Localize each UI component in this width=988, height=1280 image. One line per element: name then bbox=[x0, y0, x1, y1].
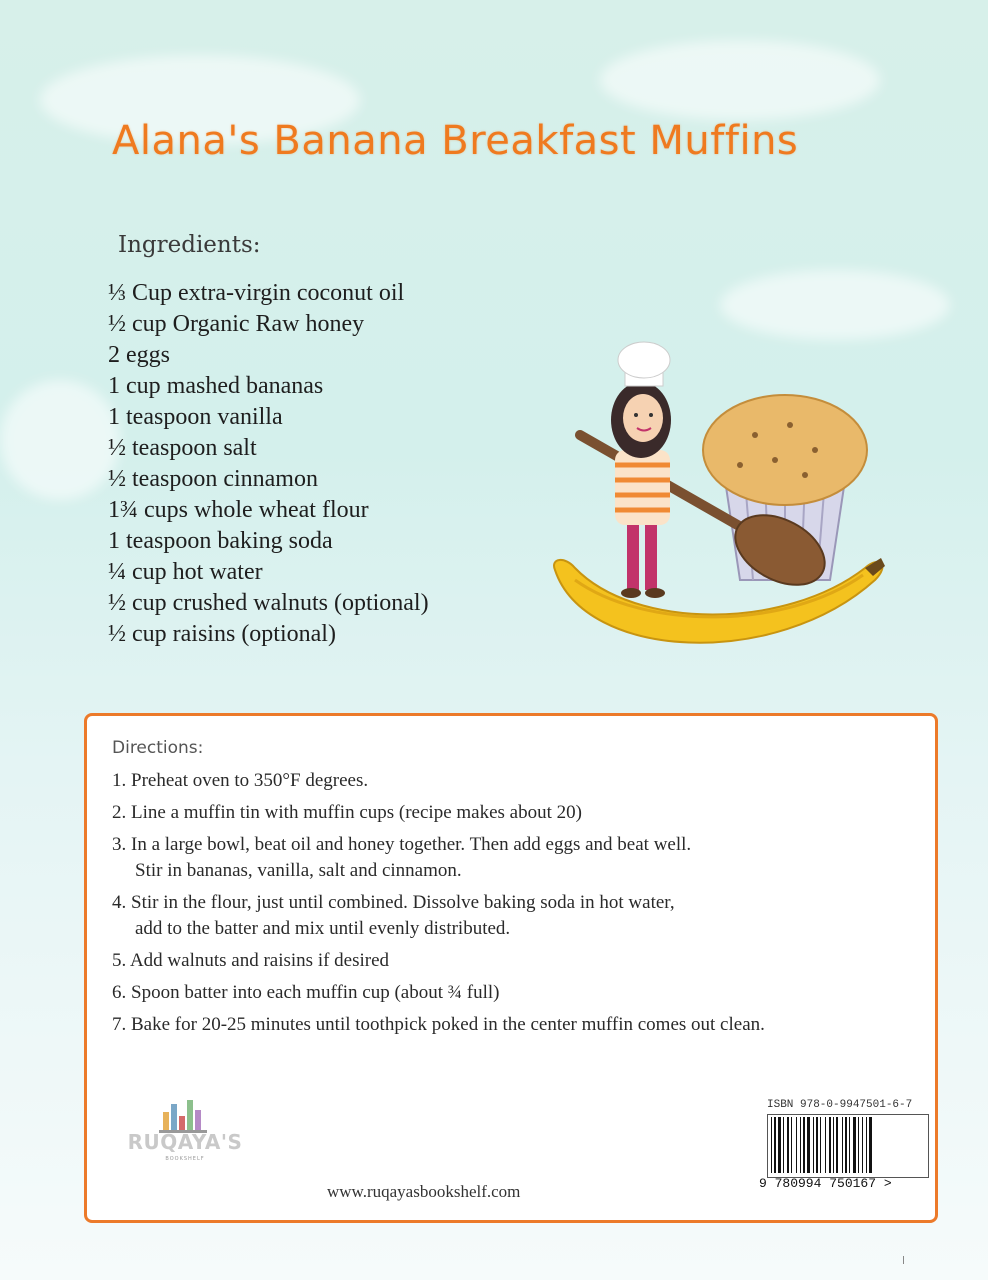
direction-step-continuation: Stir in bananas, vanilla, salt and cinnamon. bbox=[135, 860, 462, 881]
direction-step bbox=[112, 948, 765, 974]
direction-step-text: 6. Spoon batter into each muffin cup (about ¾ full) bbox=[112, 982, 500, 1003]
ingredient-item: ½ teaspoon salt bbox=[108, 435, 257, 461]
ingredient-item: ½ cup crushed walnuts (optional) bbox=[108, 590, 429, 616]
barcode-frame bbox=[767, 1114, 929, 1178]
ingredient-item: 1 teaspoon baking soda bbox=[108, 528, 333, 554]
background-cloud bbox=[600, 40, 880, 120]
ingredient-item: ⅓ Cup extra-virgin coconut oil bbox=[108, 280, 405, 306]
direction-step bbox=[112, 1012, 765, 1038]
direction-step bbox=[112, 890, 765, 942]
logo-subtitle: BOOKSHELF bbox=[165, 1156, 205, 1162]
ingredient-item: 1 cup mashed bananas bbox=[108, 373, 324, 399]
ingredient-item: 1 teaspoon vanilla bbox=[108, 404, 283, 430]
direction-step-text: 2. Line a muffin tin with muffin cups (recipe makes about 20) bbox=[112, 802, 582, 823]
direction-step bbox=[112, 800, 765, 826]
direction-step-continuation: add to the batter and mix until evenly distributed. bbox=[135, 918, 511, 939]
direction-step bbox=[112, 832, 765, 884]
publisher-logo bbox=[115, 1094, 255, 1184]
isbn-text: ISBN 978-0-9947501-6-7 bbox=[767, 1099, 913, 1111]
page-title: Alana's Banana Breakfast Muffins bbox=[112, 118, 799, 164]
ingredient-item: 2 eggs bbox=[108, 342, 170, 368]
direction-step-text: 7. Bake for 20-25 minutes until toothpick poked in the center muffin comes out clean. bbox=[112, 1014, 765, 1035]
ingredient-item: ½ teaspoon cinnamon bbox=[108, 466, 318, 492]
ingredient-item: 1¾ cups whole wheat flour bbox=[108, 497, 369, 523]
ingredient-item: ¼ cup hot water bbox=[108, 559, 263, 585]
ingredients-heading: Ingredients: bbox=[118, 232, 261, 258]
background-cloud bbox=[0, 380, 120, 500]
logo-wordmark: RUQAYA'S bbox=[127, 1130, 243, 1154]
isbn-barcode bbox=[755, 1094, 935, 1194]
directions-list bbox=[112, 768, 765, 1044]
direction-step-text: 1. Preheat oven to 350°F degrees. bbox=[112, 770, 369, 791]
ingredient-item: ½ cup Organic Raw honey bbox=[108, 311, 365, 337]
bookshelf-icon bbox=[115, 1094, 255, 1134]
direction-step-text: 5. Add walnuts and raisins if desired bbox=[112, 950, 390, 971]
direction-step-text: 4. Stir in the flour, just until combined. Dissolve baking soda in hot water, bbox=[112, 892, 675, 913]
barcode-digits: 9 780994 750167 > bbox=[759, 1176, 892, 1191]
direction-step bbox=[112, 768, 765, 794]
directions-box bbox=[84, 713, 938, 1223]
chef-girl-banana-illustration bbox=[545, 330, 915, 675]
page-mark bbox=[903, 1256, 904, 1264]
website-url: www.ruqayasbookshelf.com bbox=[327, 1182, 521, 1201]
direction-step-text: 3. In a large bowl, beat oil and honey together. Then add eggs and beat well. bbox=[112, 834, 692, 855]
ingredients-list bbox=[108, 278, 429, 650]
directions-heading: Directions: bbox=[112, 738, 204, 758]
barcode-icon bbox=[768, 1115, 926, 1175]
banana bbox=[554, 560, 882, 643]
ingredient-item: ½ cup raisins (optional) bbox=[108, 621, 336, 647]
direction-step bbox=[112, 980, 765, 1006]
